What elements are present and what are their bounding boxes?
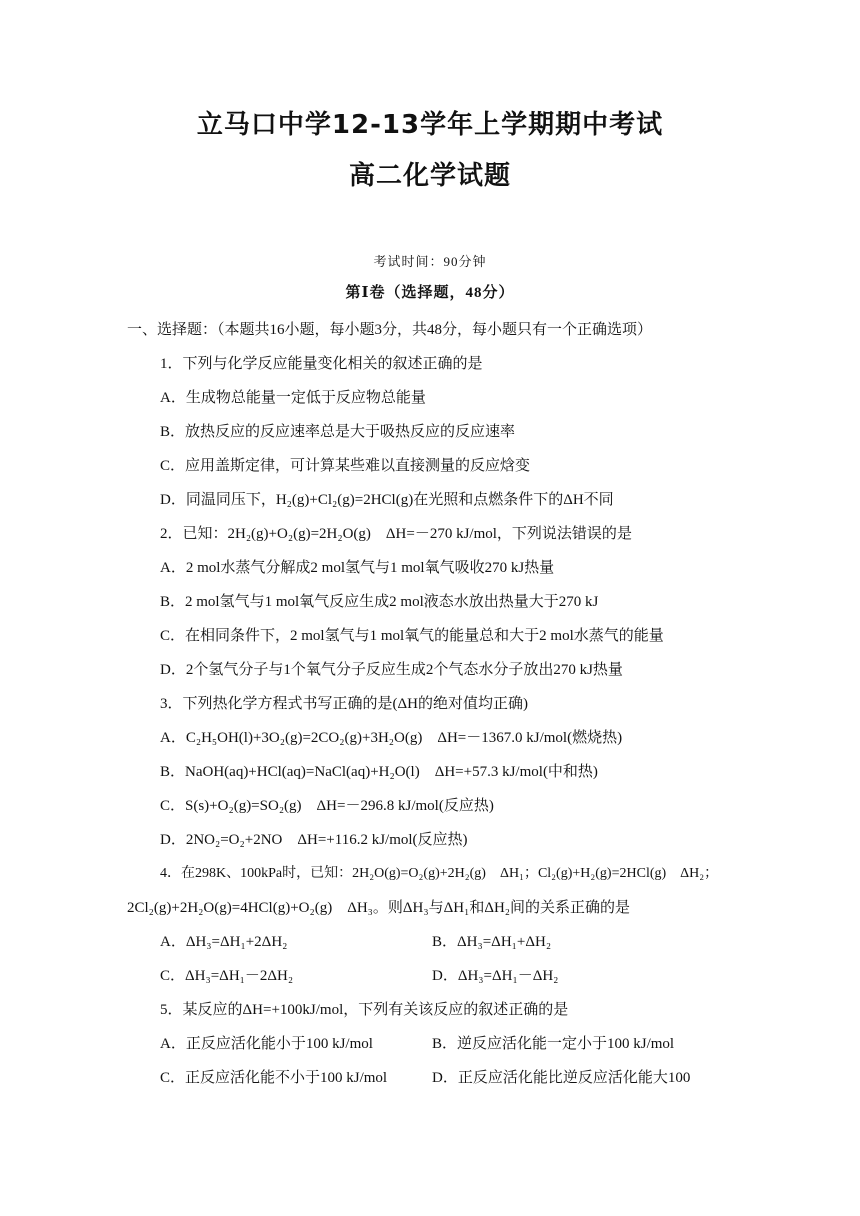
question-4-option-b: B．ΔH₃=ΔH₁+ΔH₂ xyxy=(432,934,552,950)
question-5-stem: 5．某反应的ΔH=+100kJ/mol，下列有关该反应的叙述正确的是 xyxy=(160,1002,569,1018)
question-4-option-a: A．ΔH₃=ΔH₁+2ΔH₂ xyxy=(160,934,288,950)
question-3-stem: 3．下列热化学方程式书写正确的是(ΔH的绝对值均正确) xyxy=(160,696,528,712)
question-2-option-c: C．在相同条件下，2 mol氢气与1 mol氧气的能量总和大于2 mol水蒸气的能量 xyxy=(160,628,664,644)
question-1-stem: 1．下列与化学反应能量变化相关的叙述正确的是 xyxy=(160,356,483,372)
question-2-option-b: B．2 mol氢气与1 mol氧气反应生成2 mol液态水放出热量大于270 kJ xyxy=(160,594,599,610)
question-4-stem-line2: 2Cl₂(g)+2H₂O(g)=4HCl(g)+O₂(g) ΔH₃。则ΔH₃与ΔH₁和ΔH₂间的关系正确的是 xyxy=(127,900,631,916)
question-5-option-c: C．正反应活化能不小于100 kJ/mol xyxy=(160,1070,388,1086)
question-5-option-d: D．正反应活化能比逆反应活化能大100 xyxy=(432,1070,691,1086)
question-3-option-d: D．2NO₂=O₂+2NO ΔH=+116.2 kJ/mol(反应热) xyxy=(160,832,468,848)
exam-time: 考试时间：90分钟 xyxy=(373,254,487,269)
question-3-option-b: B．NaOH(aq)+HCl(aq)=NaCl(aq)+H₂O(l) ΔH=+57.3 kJ/mol(中和热) xyxy=(160,764,598,780)
volume-title: 第Ⅰ卷（选择题，48分） xyxy=(345,285,515,301)
question-4-stem-line1: 4．在298K、100kPa时，已知：2H₂O(g)=O₂(g)+2H₂(g) ΔH₁；Cl₂(g)+H₂(g)=2HCl(g) ΔH₂； xyxy=(160,866,719,881)
question-5-option-b: B．逆反应活化能一定小于100 kJ/mol xyxy=(432,1036,675,1052)
question-4-option-c: C．ΔH₃=ΔH₁－2ΔH₂ xyxy=(160,968,294,984)
document-title: 立马口中学12-13学年上学期期中考试 xyxy=(196,110,664,140)
question-2-stem: 2．已知：2H₂(g)+O₂(g)=2H₂O(g) ΔH=－270 kJ/mol，下列说法错误的是 xyxy=(160,526,632,542)
question-2-option-d: D．2个氢气分子与1个氧气分子反应生成2个气态水分子放出270 kJ热量 xyxy=(160,662,623,678)
question-1-option-a: A．生成物总能量一定低于反应物总能量 xyxy=(160,390,426,406)
question-2-option-a: A．2 mol水蒸气分解成2 mol氢气与1 mol氧气吸收270 kJ热量 xyxy=(160,560,555,576)
question-5-option-a: A．正反应活化能小于100 kJ/mol xyxy=(160,1036,373,1052)
question-1-option-c: C．应用盖斯定律，可计算某些难以直接测量的反应焓变 xyxy=(160,458,531,474)
question-3-option-c: C．S(s)+O₂(g)=SO₂(g) ΔH=－296.8 kJ/mol(反应热) xyxy=(160,798,494,814)
document-subtitle: 高二化学试题 xyxy=(348,161,511,191)
question-4-option-d: D．ΔH₃=ΔH₁－ΔH₂ xyxy=(432,968,559,984)
question-1-option-d: D．同温同压下，H₂(g)+Cl₂(g)=2HCl(g)在光照和点燃条件下的ΔH不同 xyxy=(160,492,614,508)
section-heading: 一、选择题：（本题共16小题，每小题3分，共48分，每小题只有一个正确选项） xyxy=(127,322,653,338)
question-3-option-a: A．C₂H₅OH(l)+3O₂(g)=2CO₂(g)+3H₂O(g) ΔH=－1367.0 kJ/mol(燃烧热) xyxy=(160,730,623,746)
question-1-option-b: B．放热反应的反应速率总是大于吸热反应的反应速率 xyxy=(160,424,516,440)
